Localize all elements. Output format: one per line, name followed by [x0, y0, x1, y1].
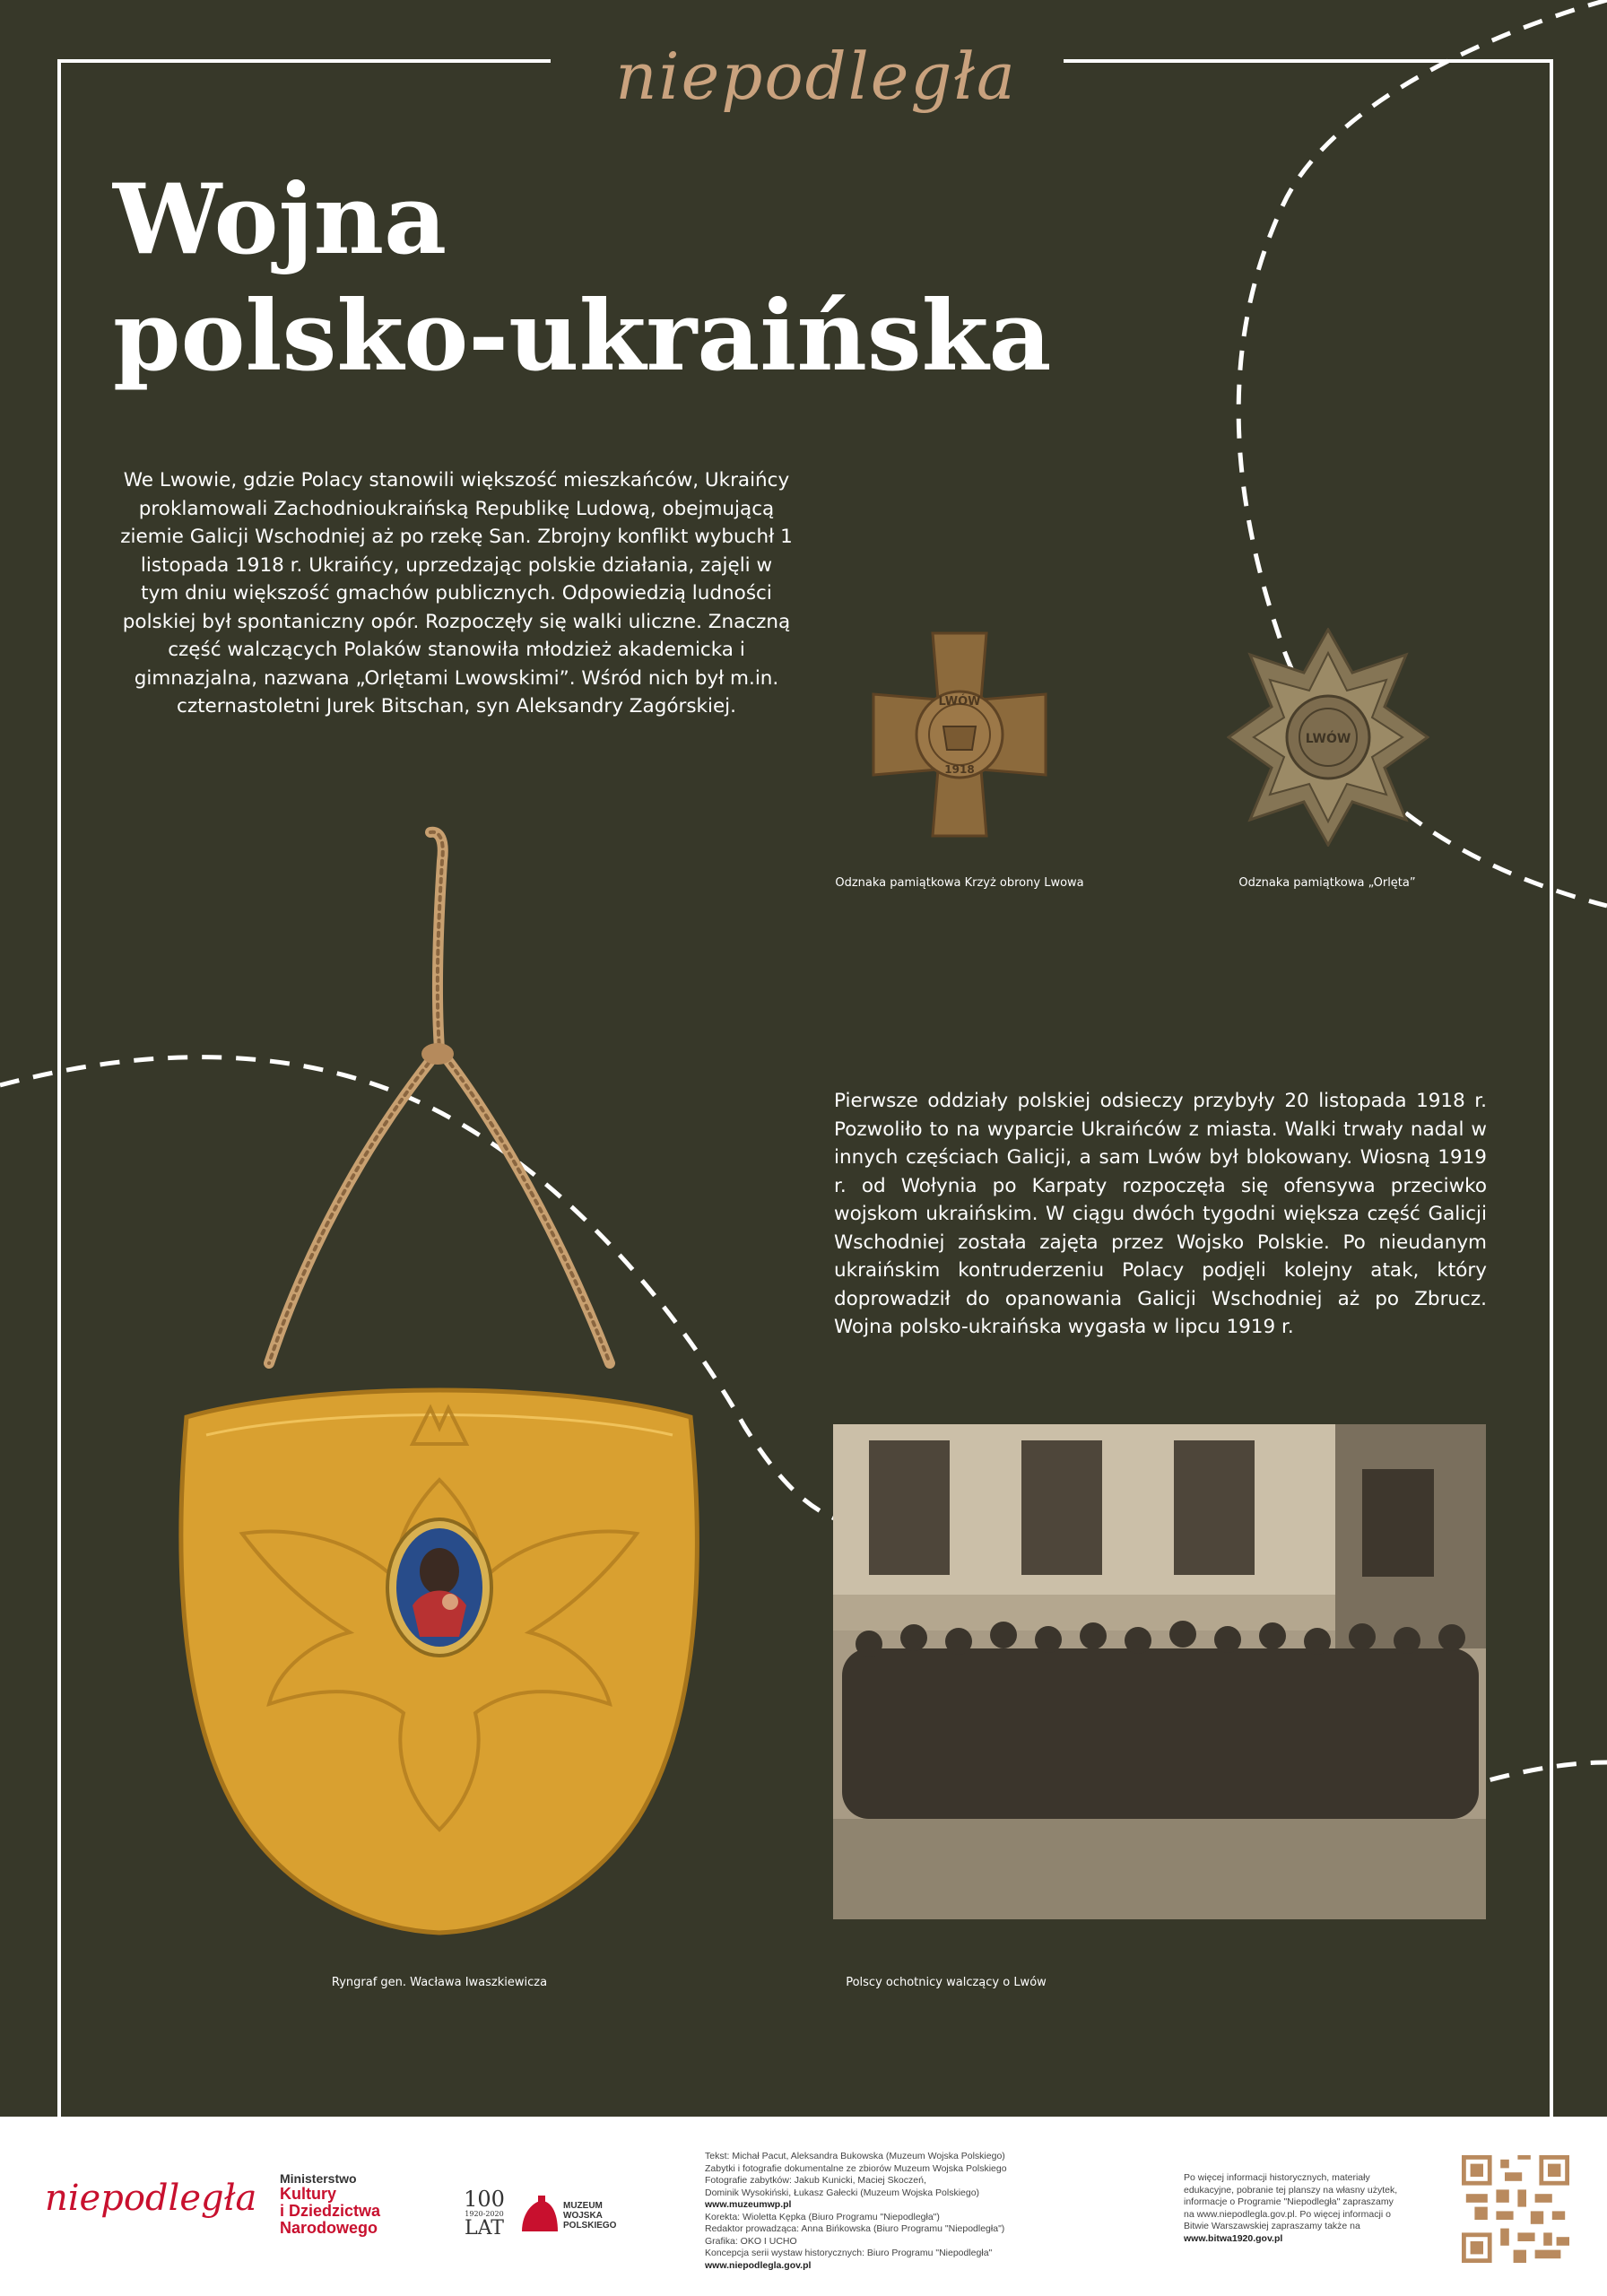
info-line: na www.niepodlegla.gov.pl. Po więcej informacji o: [1184, 2208, 1391, 2220]
brand-wordmark: niepodległa: [615, 39, 1017, 114]
credit-line: Tekst: Michał Pacut, Aleksandra Bukowska (Muzeum Wojska Polskiego): [705, 2151, 1005, 2161]
credit-line: Fotografie zabytków: Jakub Kunicki, Maciej Skoczeń,: [705, 2175, 926, 2186]
cross-badge-image: [870, 630, 1049, 839]
anniversary-logo: [457, 2188, 511, 2239]
footer: [0, 2117, 1607, 2296]
caption-cross: Odznaka pamiątkowa Krzyż obrony Lwowa: [835, 876, 1084, 890]
museum-helmet-icon: [518, 2196, 561, 2237]
credit-line: Koncepcja serii wystaw historycznych: Biuro Programu "Niepodległa": [705, 2248, 993, 2258]
museum-line-1: MUZEUM: [563, 2201, 603, 2211]
ministry-line-1: Ministerstwo: [280, 2171, 357, 2186]
title-line-1: Wojna: [113, 163, 447, 276]
credit-line: Zabytki i fotografie dokumentalne ze zbiorów Muzeum Wojska Polskiego: [705, 2162, 1007, 2174]
second-paragraph: Pierwsze oddziały polskiej odsieczy przybyły 20 listopada 1918 r. Pozwoliło to na wyparcie Ukraińców z miasta. Walki trwały nadal w innych częściach Galicji, a sam Lwów był blokowany. Wiosną 1919 r. od Wołynia po Karpaty rozpoczęła się ofensywa przeciwko wojskom ukraińskim. W ciągu dwóch tygodni większa część Galicji Wschodniej została zajęta przez Wojsko Polskie. Po nieudanym ukraińskim kontruderzeniu Polacy podjęli kolejny atak, który doprowadził do opanowania Galicji Wschodniej aż po Zbrucz. Wojna polsko-ukraińska wygasła w lipcu 1919 r.: [834, 1090, 1487, 1338]
credit-line: Dominik Wysokiński, Łukasz Gałecki (Muzeum Wojska Polskiego): [705, 2187, 980, 2198]
frame-right: [1550, 59, 1553, 2117]
info-line: informacje o Programie "Niepodległa" zapraszamy: [1184, 2196, 1394, 2207]
credit-link[interactable]: www.muzeumwp.pl: [705, 2199, 792, 2210]
page-title: [113, 161, 1099, 395]
info-line: edukacyjne, pobranie tej planszy na własny użytek,: [1184, 2184, 1398, 2196]
credit-link[interactable]: www.niepodlegla.gov.pl: [705, 2259, 812, 2271]
caption-photo: Polscy ochotnicy walczący o Lwów: [846, 1976, 1047, 1989]
ministry-logo: [280, 2172, 380, 2237]
footer-credits: [705, 2151, 1081, 2272]
credit-line: Grafika: OKO I UCHO: [705, 2235, 797, 2247]
museum-line-3: POLSKIEGO: [563, 2221, 617, 2231]
ministry-line-4: Narodowego: [280, 2219, 378, 2237]
credit-line: Korekta: Wioletta Kępka (Biuro Programu "Niepodległa"): [705, 2211, 940, 2222]
qr-code-icon[interactable]: [1462, 2155, 1569, 2263]
museum-line-2: WOJSKA: [563, 2211, 603, 2221]
eagle-badge-text: LWÓW: [1305, 732, 1351, 746]
footer-info: [1184, 2172, 1444, 2245]
ministry-line-2: Kultury: [280, 2185, 336, 2203]
historical-photo: [833, 1424, 1486, 1919]
info-line: Po więcej informacji historycznych, materiały: [1184, 2172, 1370, 2183]
gorget-image: [170, 825, 708, 1937]
cross-badge-top-text: LWÓW: [938, 695, 981, 709]
footer-brand-logo: niepodległa: [45, 2178, 257, 2219]
credit-line: Redaktor prowadząca: Anna Bińkowska (Biuro Programu "Niepodległa"): [705, 2223, 1005, 2234]
caption-eagle: Odznaka pamiątkowa „Orlęta”: [1238, 876, 1416, 890]
eagle-badge-image: [1227, 628, 1429, 847]
frame-top-right: [1064, 59, 1553, 63]
info-link[interactable]: www.bitwa1920.gov.pl: [1184, 2232, 1283, 2244]
intro-paragraph: We Lwowie, gdzie Polacy stanowili większość mieszkańców, Ukraińcy proklamowali Zachodnioukraińską Republikę Ludową, obejmującą ziemie Galicji Wschodniej aż po rzekę San. Zbrojny konflikt wybuchł 1 listopada 1918 r. Ukraińcy, uprzedzając polskie działania, zajęli w tym dniu większość gmachów publicznych. Odpowiedzią ludności polskiej był spontaniczny opór. Rozpoczęły się walki uliczne. Znaczną część walczących Polaków stanowiła młodzież akademicka i gimnazjalna, nazwana „Orlętami Lwowskimi”. Wśród nich był m.in. czternastoletni Jurek Bitschan, syn Aleksandry Zagórskiej.: [120, 469, 793, 718]
frame-left: [57, 59, 61, 2117]
ministry-line-3: i Dziedzictwa: [280, 2202, 381, 2220]
anniversary-label: LAT: [465, 2217, 504, 2239]
info-line: Bitwie Warszawskiej zapraszamy także na: [1184, 2221, 1360, 2231]
frame-top-left: [57, 59, 551, 63]
anniversary-years: 1920-2020: [465, 2210, 504, 2218]
title-line-2: polsko-ukraińska: [113, 280, 1052, 393]
cross-badge-bottom-text: 1918: [944, 763, 975, 776]
caption-gorget: Ryngraf gen. Wacława Iwaszkiewicza: [331, 1976, 548, 1989]
anniversary-number: 100: [464, 2187, 505, 2212]
museum-logo: [563, 2201, 616, 2231]
